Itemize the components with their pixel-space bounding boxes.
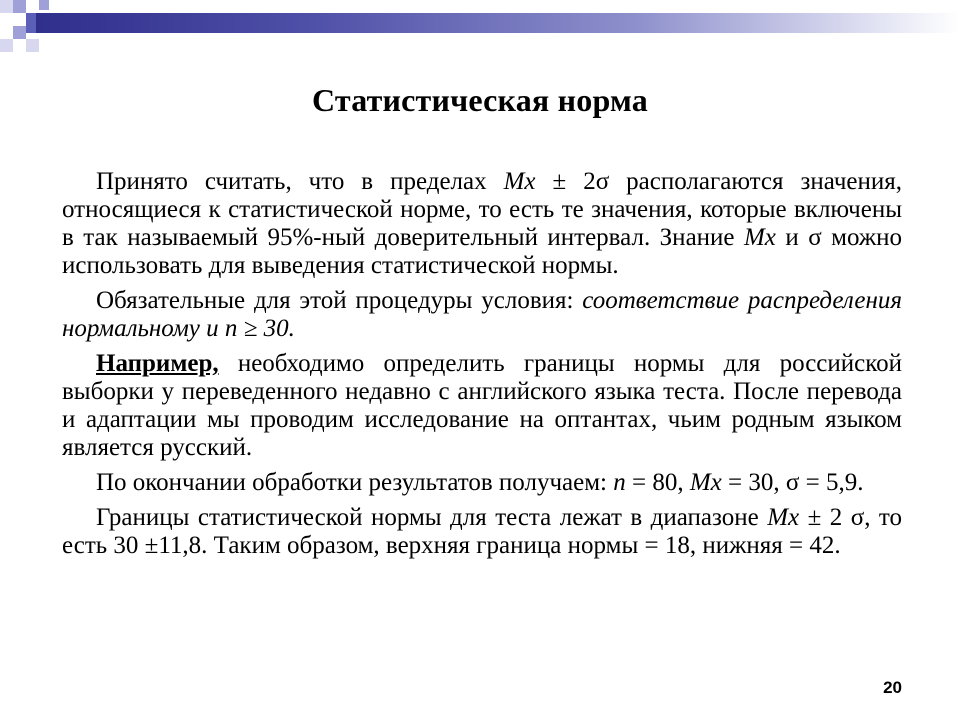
- header-gradient-bar: [36, 13, 960, 33]
- paragraph-1: [62, 168, 902, 280]
- decor-square: [26, 39, 39, 52]
- text-run: По окончании обработки результатов получаем:: [96, 469, 614, 496]
- example-lead: Например,: [96, 350, 219, 377]
- math-n: n: [613, 469, 626, 496]
- text-run: = 30, σ = 5,9.: [721, 469, 864, 496]
- text-run: ± 2 σ, то есть 30 ±11,8. Таким образом, верхняя граница нормы = 18, нижняя = 42.: [62, 504, 903, 559]
- decor-square: [39, 0, 49, 10]
- text-run: = 80,: [625, 469, 690, 496]
- paragraph-4: [62, 469, 902, 497]
- paragraph-3: [62, 350, 902, 462]
- text-run: Границы статистической нормы для теста лежат в диапазоне: [96, 504, 768, 531]
- decor-square: [0, 39, 13, 52]
- math-mx: Mx: [767, 504, 800, 531]
- slide-body: [62, 168, 902, 560]
- text-run: и σ можно использовать для выведения статистической нормы.: [62, 224, 902, 279]
- decor-square: [13, 26, 26, 39]
- paragraph-2: [62, 287, 902, 343]
- slide-title: Статистическая норма: [312, 82, 648, 118]
- math-mx: Mx: [689, 469, 722, 496]
- decor-square: [26, 13, 36, 33]
- text-run: Обязательные для этой процедуры условия:: [96, 287, 583, 314]
- text-run: необходимо определить границы нормы для российской выборки у переведенного недавно с английского языка теста. После перевода и адаптации мы проводим исследование на оптантах, чьим родным языком является русский.: [62, 350, 902, 461]
- paragraph-5: [62, 504, 902, 560]
- text-run: ± 2σ располагаются значения, относящиеся к статистической норме, то есть те значения, которые включены в так называемый 95%-ный доверительный интервал. Знание: [62, 168, 903, 251]
- page-number: 20: [883, 678, 902, 697]
- decor-square: [13, 0, 26, 13]
- math-mx: Mx: [743, 224, 776, 251]
- text-run: Принято считать, что в пределах: [96, 168, 504, 195]
- math-mx: Mx: [503, 168, 536, 195]
- italic-conditions: соответствие распределения нормальному и n ≥ 30.: [62, 287, 902, 342]
- decor-square: [0, 0, 13, 13]
